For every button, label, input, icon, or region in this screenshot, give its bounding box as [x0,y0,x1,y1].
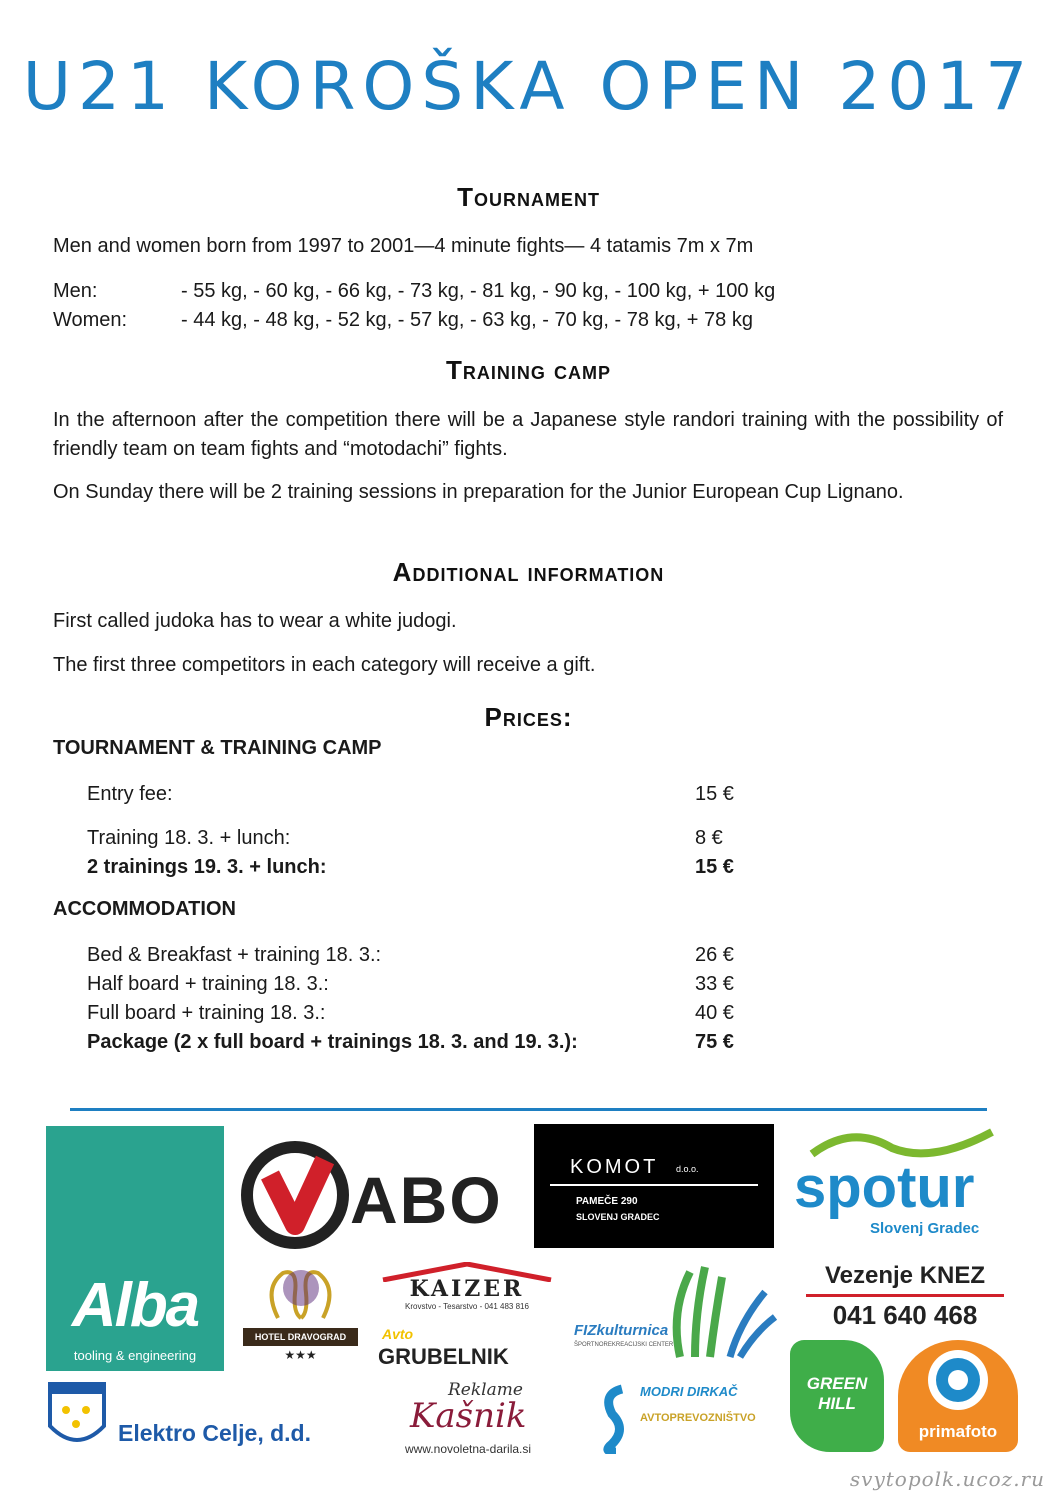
tournament-intro: Men and women born from 1997 to 2001—4 minute fights— 4 tatamis 7m x 7m [53,235,754,257]
fizkulturnica-sub: ŠPORTNOREKREACIJSKI CENTER [574,1342,674,1348]
watermark: svytopolk.ucoz.ru [849,1467,1045,1491]
komot-addr1: PAMEČE 290 [576,1196,638,1207]
price-label: Bed & Breakfast + training 18. 3.: [87,944,382,966]
fizkulturnica-logo [574,1262,782,1372]
modri-dirkac-logo [592,1376,762,1460]
seahorse-icon [592,1384,640,1454]
knez-phone: 041 640 468 [832,1300,978,1330]
alba-tagline: tooling & engineering [73,1348,197,1363]
knez-line [806,1294,1004,1297]
dirkac-sub: AVTOPREVOZNIŠTVO [640,1412,756,1424]
divider [70,1108,987,1111]
kaizer-sub: Krovstvo - Tesarstvo - 041 483 816 [405,1302,529,1311]
green-hill-logo [790,1340,884,1452]
vezenje-knez-logo [796,1258,1014,1336]
spotur-name: spotur [794,1155,975,1220]
kasnik-top: Reklame [448,1380,523,1400]
price-label: Training 18. 3. + lunch: [87,827,291,849]
tournament-heading: Tournament [457,182,600,212]
cabo-logo [240,1140,515,1250]
reklame-kasnik-logo [384,1380,552,1458]
price-value: 40 € [695,1002,734,1024]
kasnik-url: www.novoletna-darila.si [404,1442,532,1456]
grubelnik-name: GRUBELNIK [378,1344,509,1369]
komot-suffix: d.o.o. [676,1164,699,1174]
hotel-dravograd-logo [243,1258,358,1368]
accommodation-section: ACCOMMODATION [53,898,236,920]
page-title: U21 KOROŠKA OPEN 2017 [22,48,1035,125]
training-camp-para2: On Sunday there will be 2 training sessions in preparation for the Junior European Cup Lignano. [53,481,904,503]
hands-icon [660,1262,780,1362]
elektro-celje-logo [46,1380,366,1454]
elektro-name: Elektro Celje, d.d. [118,1420,311,1446]
greenhill-line1: GREEN [806,1374,868,1393]
komot-logo [534,1124,774,1248]
swan-icon [243,1258,358,1328]
training-camp-para1: In the afternoon after the competition there will be a Japanese style randori training with the possibility of friendly team on team fights and “motodachi” fights. [53,409,1003,460]
komot-name: KOMOT [570,1156,659,1178]
price-label: Full board + training 18. 3.: [87,1002,326,1024]
komot-line [550,1184,758,1186]
tournament-prices-section: TOURNAMENT & TRAINING CAMP [53,737,382,759]
prices-heading: Prices: [484,702,573,732]
primafoto-logo [898,1340,1018,1452]
hotel-name: HOTEL DRAVOGRAD [243,1328,358,1346]
price-value: 8 € [695,827,723,849]
knez-name: Vezenje KNEZ [824,1262,986,1289]
greenhill-line2: HILL [818,1394,856,1413]
training-camp-heading: Training camp [445,355,612,385]
alba-logo [46,1126,224,1371]
additional-line2: The first three competitors in each category will receive a gift. [53,654,596,676]
spotur-city: Slovenj Gradec [870,1220,980,1237]
men-label: Men: [53,280,98,302]
price-value: 33 € [695,973,734,995]
cabo-name: ABO [350,1163,503,1237]
alba-name: Alba [71,1271,199,1340]
price-value: 26 € [695,944,734,966]
cabo-emblem-icon [240,1140,360,1250]
eye-icon [898,1344,1018,1414]
avto-grubelnik-logo [378,1326,556,1374]
price-label: 2 trainings 19. 3. + lunch: [87,856,327,878]
spotur-logo [792,1128,1014,1250]
price-label: Entry fee: [87,783,173,805]
women-label: Women: [53,309,128,331]
kasnik-name: Kašnik [410,1396,527,1436]
dirkac-name: MODRI DIRKAČ [640,1384,738,1399]
price-value: 75 € [695,1031,734,1053]
coat-of-arms-icon [46,1380,108,1454]
additional-heading: Additional information [392,557,665,587]
kaizer-name: KAIZER [409,1276,525,1302]
additional-line1: First called judoka has to wear a white judogi. [53,610,457,632]
women-categories: - 44 kg, - 48 kg, - 52 kg, - 57 kg, - 63 kg, - 70 kg, - 78 kg, + 78 kg [181,309,753,331]
hotel-stars: ★★★ [284,1348,317,1362]
price-label: Package (2 x full board + trainings 18. 3. and 19. 3.): [87,1031,578,1053]
price-value: 15 € [695,856,734,878]
fizkulturnica-name: FIZkulturnica [574,1322,669,1339]
price-value: 15 € [695,783,734,805]
grubelnik-top: Avto [382,1326,414,1342]
komot-addr2: SLOVENJ GRADEC [576,1212,660,1222]
primafoto-name: primafoto [918,1422,998,1441]
men-categories: - 55 kg, - 60 kg, - 66 kg, - 73 kg, - 81 kg, - 90 kg, - 100 kg, + 100 kg [181,280,776,302]
price-label: Half board + training 18. 3.: [87,973,329,995]
kaizer-logo [373,1262,561,1314]
